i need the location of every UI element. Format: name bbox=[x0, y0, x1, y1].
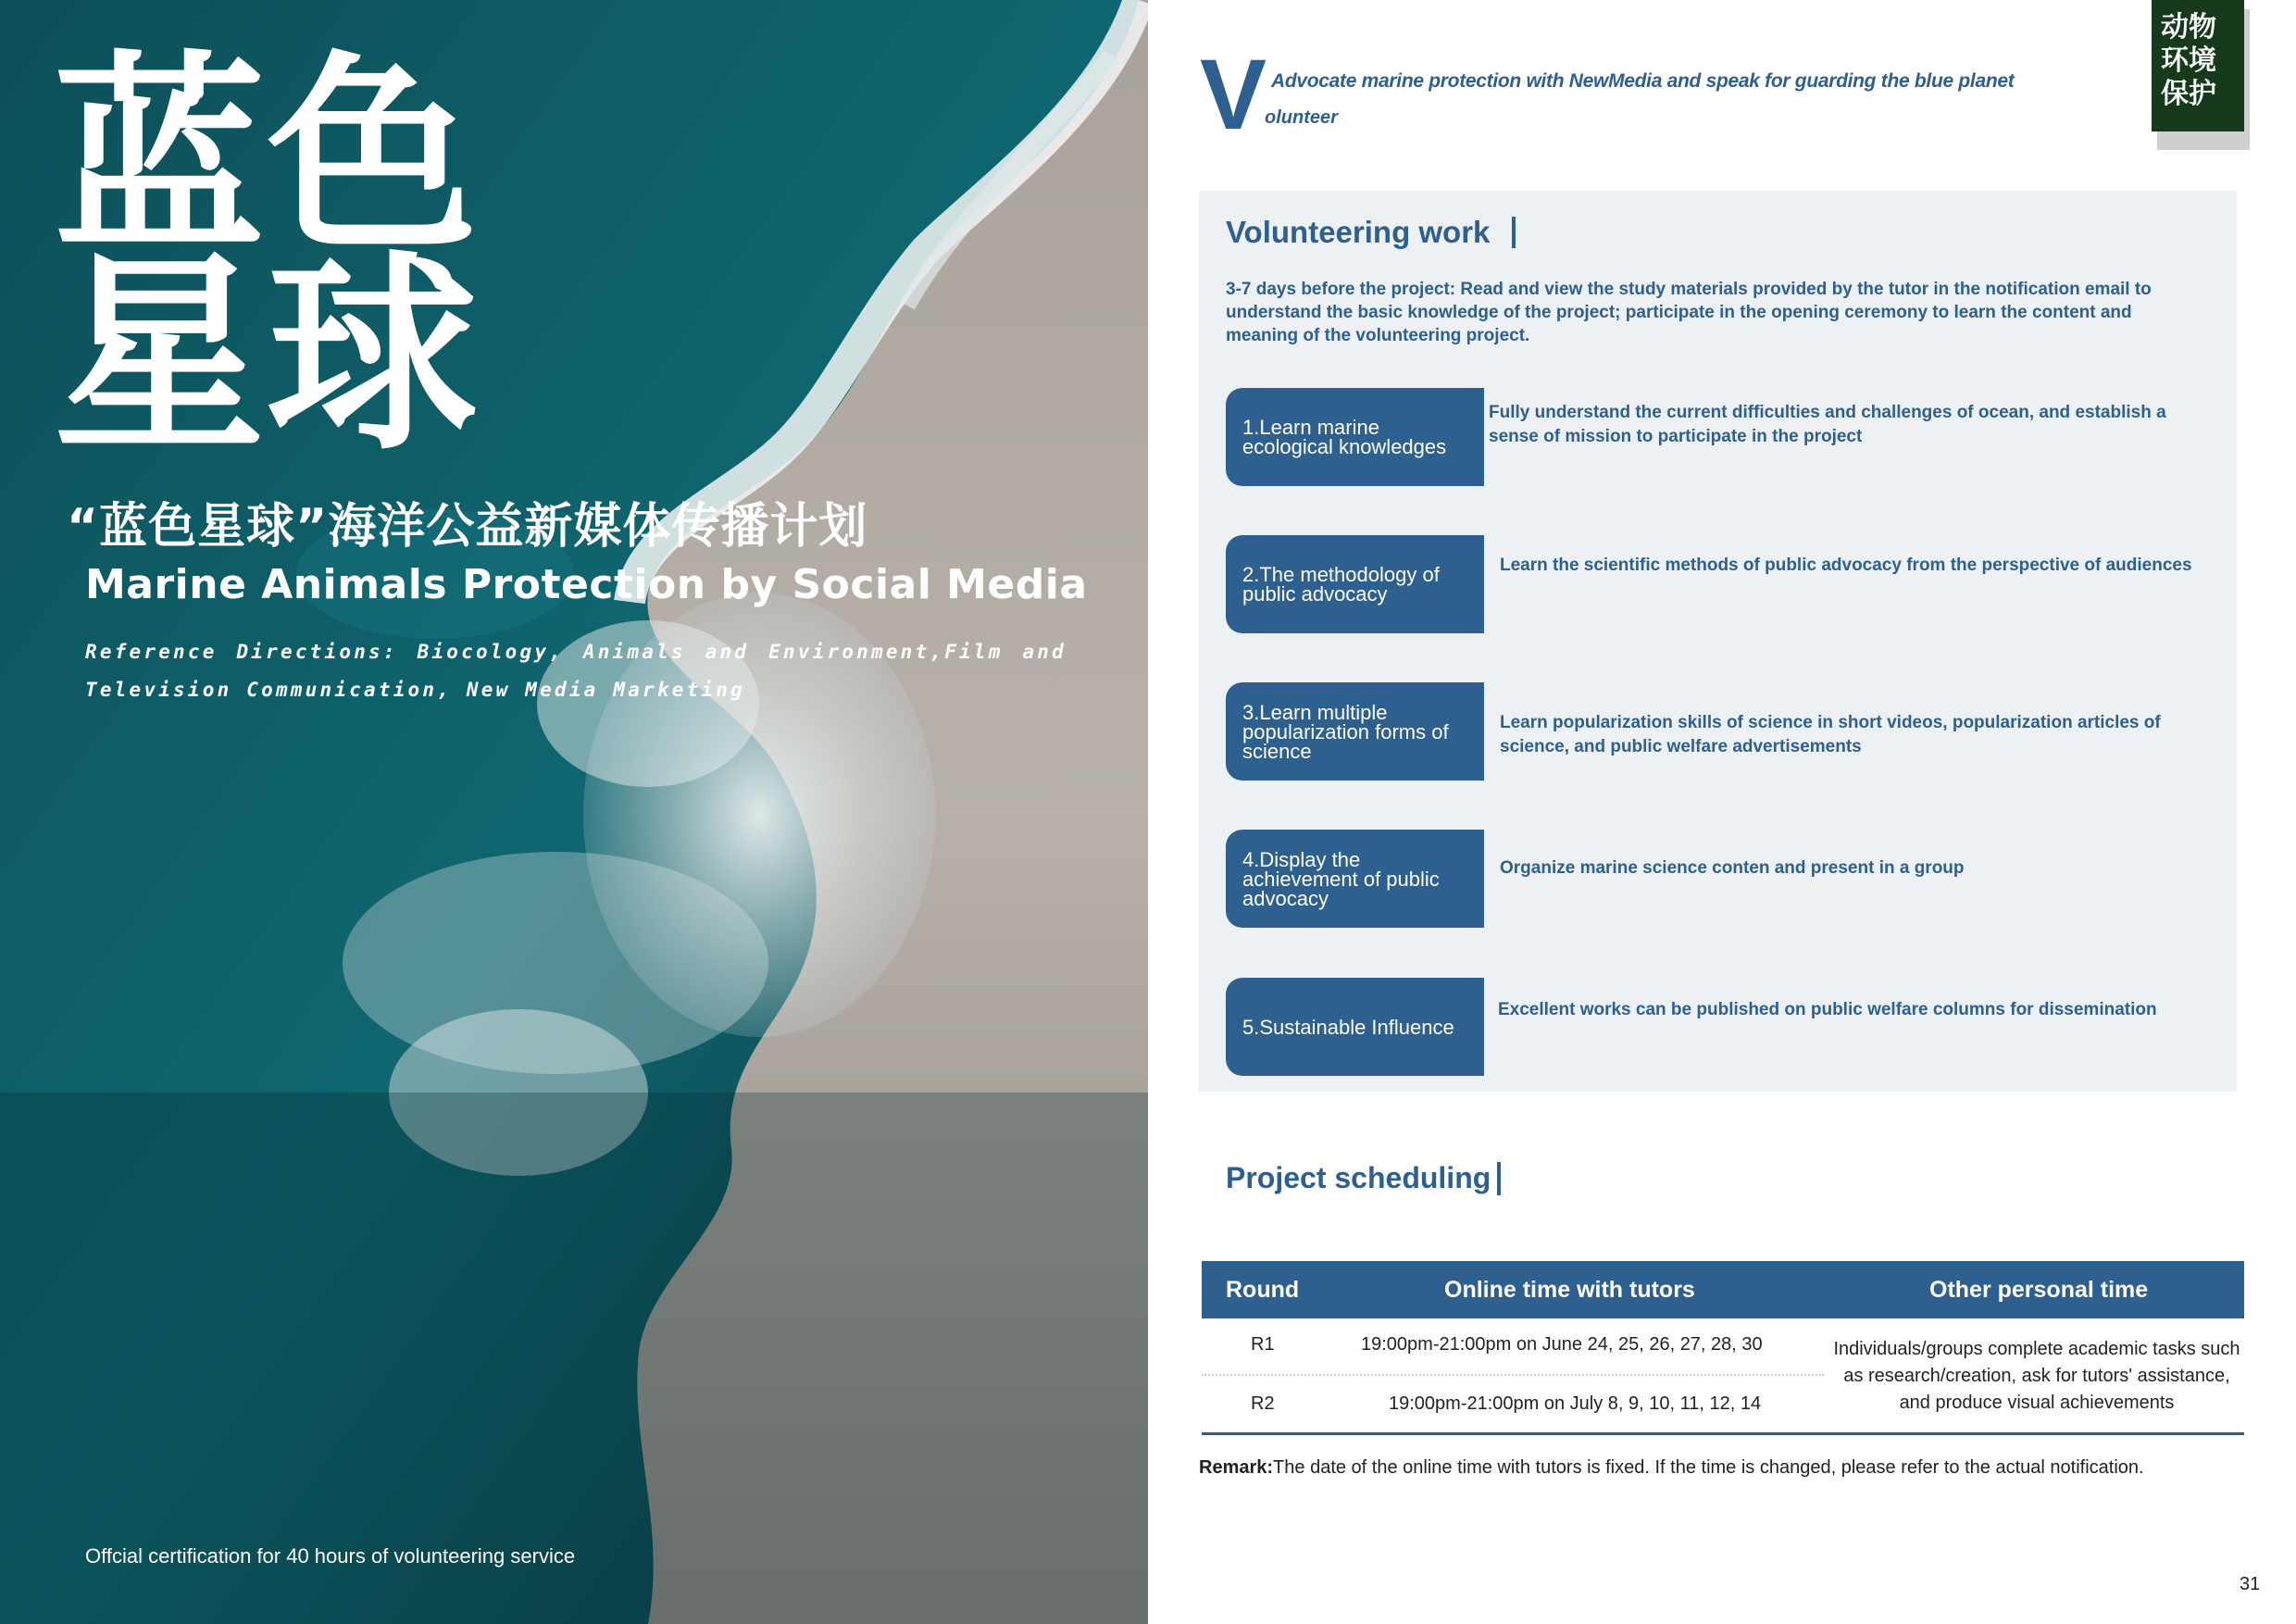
column-header-round: Round bbox=[1226, 1277, 1300, 1303]
step-description: Fully understand the current difficulties and challenges of ocean, and establish a sense of mission to participate in the project bbox=[1489, 403, 2166, 446]
category-badge bbox=[2152, 0, 2244, 131]
title-divider bbox=[1512, 217, 1516, 248]
reference-directions: Reference Directions: Biocology, Animals and Environment,Film and Television Communication, New Media Marketing bbox=[85, 641, 1067, 701]
page-number: 31 bbox=[2240, 1574, 2261, 1594]
cover-title-line1: 蓝色 bbox=[54, 33, 480, 280]
step-description: Excellent works can be published on public welfare columns for dissemination bbox=[1498, 1000, 2157, 1019]
volunteer-word: olunteer bbox=[1265, 107, 1338, 128]
step-label: 1.Learn marine ecological knowledges bbox=[1226, 388, 1484, 486]
certification-note: Offcial certification for 40 hours of volunteering service bbox=[85, 1544, 576, 1568]
row-round: R1 bbox=[1251, 1334, 1275, 1355]
step-description: Organize marine science conten and present in a group bbox=[1500, 858, 1965, 878]
step-label: 4.Display the achievement of public advocacy bbox=[1226, 830, 1484, 928]
title-divider bbox=[1497, 1162, 1501, 1195]
cover-subtitle-cn: “蓝色星球”海洋公益新媒体传播计划 bbox=[67, 499, 868, 555]
step-label: 5.Sustainable Influence bbox=[1226, 978, 1484, 1076]
volunteer-initial: V bbox=[1200, 38, 1267, 150]
header-tagline: Advocate marine protection with NewMedia and speak for guarding the blue planet bbox=[1271, 70, 2015, 92]
other-personal-time-cell: Individuals/groups complete academic tasks such as research/creation, ask for tutors' assistance, and produce visual achievements bbox=[1833, 1339, 2240, 1413]
row-divider bbox=[1202, 1374, 1824, 1376]
volunteering-work-title: Volunteering work bbox=[1226, 215, 1491, 249]
cover-title-line2: 星球 bbox=[54, 232, 480, 479]
remark-note bbox=[1199, 1457, 2144, 1479]
column-header-other: Other personal time bbox=[1929, 1277, 2149, 1303]
row-online-time: 19:00pm-21:00pm on June 24, 25, 26, 27, 28, 30 bbox=[1361, 1334, 1763, 1355]
column-header-online: Online time with tutors bbox=[1444, 1277, 1695, 1303]
project-scheduling-title: Project scheduling bbox=[1226, 1161, 1491, 1194]
schedule-table-header bbox=[1202, 1261, 2244, 1318]
row-online-time: 19:00pm-21:00pm on July 8, 9, 10, 11, 12, 14 bbox=[1389, 1393, 1762, 1414]
step-description: Learn popularization skills of science in short videos, popularization articles of science, and public welfare advertisements bbox=[1500, 713, 2161, 756]
step-description: Learn the scientific methods of public advocacy from the perspective of audiences bbox=[1500, 556, 2192, 575]
remark-label: Remark: bbox=[1199, 1457, 1274, 1478]
table-bottom-rule bbox=[1202, 1432, 2244, 1435]
step-label: 3.Learn multiple popularization forms of science bbox=[1226, 682, 1484, 781]
remark-text: The date of the online time with tutors is fixed. If the time is changed, please refer to the actual notification. bbox=[1273, 1457, 2144, 1478]
badge-label: 动物环境保护 bbox=[2161, 11, 2216, 110]
row-round: R2 bbox=[1251, 1393, 1275, 1414]
step-label: 2.The methodology of public advocacy bbox=[1226, 535, 1484, 633]
cover-subtitle-en: Marine Animals Protection by Social Media bbox=[85, 561, 1088, 608]
volunteering-intro: 3-7 days before the project: Read and view the study materials provided by the tutor in the notification email to understand the basic knowledge of the project; participate in the opening ceremony to learn the content and meaning of the volunteering project. bbox=[1226, 280, 2152, 345]
